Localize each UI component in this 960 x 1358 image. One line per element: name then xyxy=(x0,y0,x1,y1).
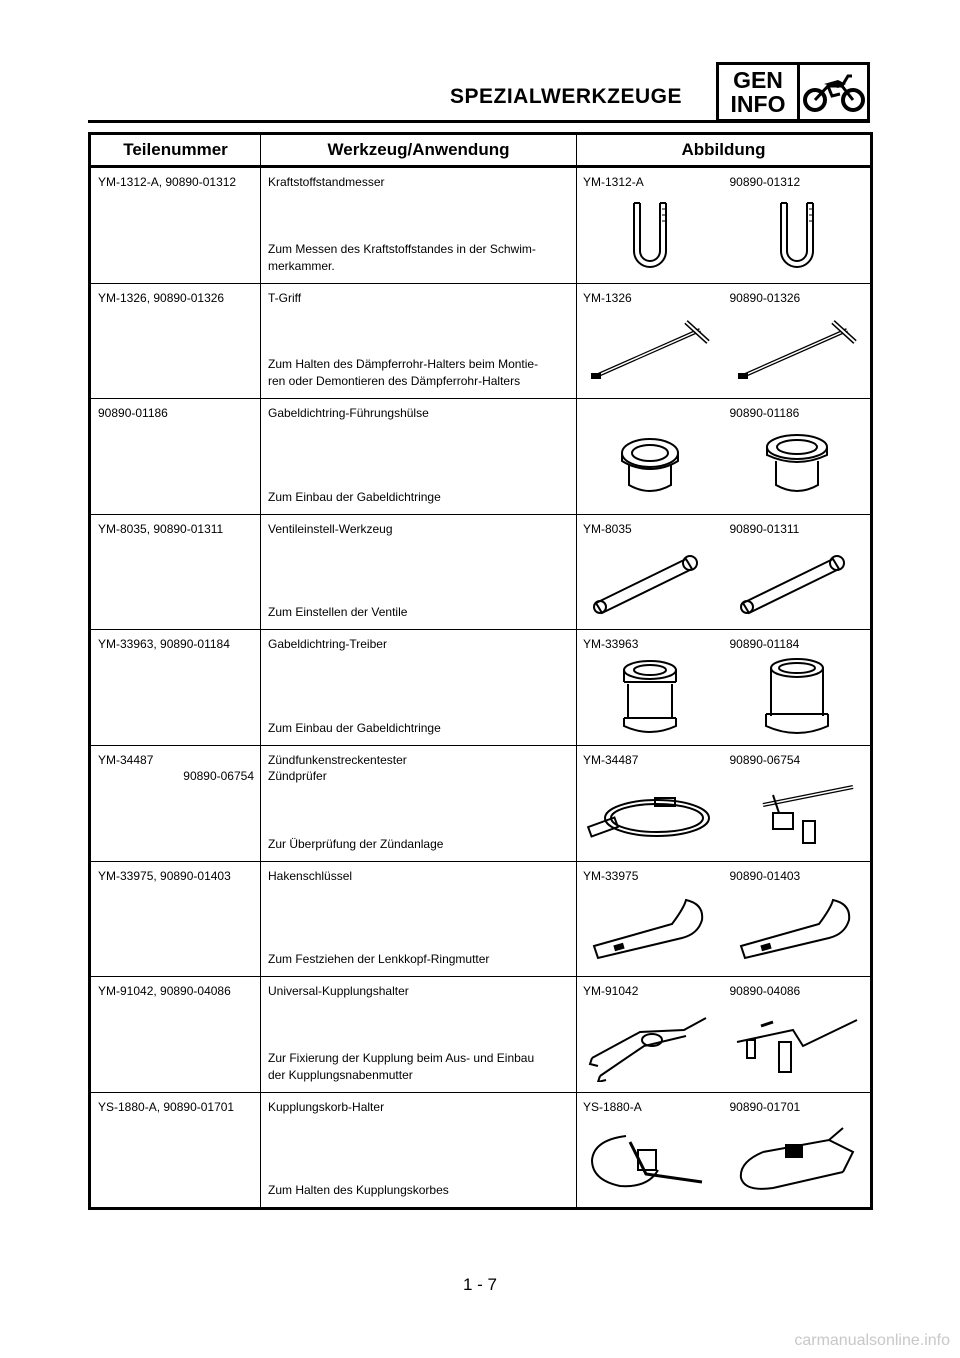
illustration-label: YM-33963 xyxy=(583,637,639,652)
illustration-label: 90890-01326 xyxy=(729,290,801,305)
illustration-cell-right xyxy=(724,167,872,284)
tool-usage-cell xyxy=(261,167,577,284)
illustration-label: 90890-01312 xyxy=(729,175,801,189)
fuel-level-gauge-icon xyxy=(728,192,867,279)
part-number-cell xyxy=(90,861,261,977)
tool-name: Hakenschlüssel xyxy=(268,868,353,883)
gen-info-badge xyxy=(716,62,870,122)
seal-driver-icon xyxy=(728,654,867,741)
tool-usage-cell xyxy=(261,977,577,1093)
part-number: YM-1312-A, 90890-01312 xyxy=(98,175,237,189)
illustration-label: 90890-01184 xyxy=(729,637,800,652)
illustration-label: YM-33975 xyxy=(583,868,639,883)
part-number: YM-33975, 90890-01403 xyxy=(98,868,231,883)
tool-name: Zündfunkenstreckentester xyxy=(268,752,407,767)
part-number-cell xyxy=(90,1092,261,1209)
part-number-cell xyxy=(90,283,261,399)
tool-usage-cell xyxy=(261,1092,577,1209)
illustration-cell-left xyxy=(577,630,724,746)
part-number-cell xyxy=(90,399,261,515)
valve-adjust-tool-icon xyxy=(581,539,720,626)
part-number-cell xyxy=(90,977,261,1093)
special-tools-table xyxy=(88,132,873,1210)
tool-usage: Zum Messen des Kraftstoffstandes in der Schwim- merkammer. xyxy=(268,241,536,273)
fuel-level-gauge-icon xyxy=(581,192,720,279)
table-row xyxy=(90,977,872,1093)
illustration-label: 90890-04086 xyxy=(729,984,801,999)
badge-text xyxy=(719,65,800,119)
illustration-cell-left xyxy=(577,1092,724,1209)
tool-name: Ventileinstell-Werkzeug xyxy=(268,521,393,536)
t-handle-icon xyxy=(581,308,720,395)
illustration-cell-left xyxy=(577,514,724,630)
valve-adjust-tool-icon xyxy=(728,539,867,626)
column-header-part-number: Teilenummer xyxy=(90,134,261,167)
tool-usage-cell xyxy=(261,745,577,861)
illustration-label: 90890-06754 xyxy=(729,752,801,767)
illustration-cell-left xyxy=(577,861,724,977)
tool-usage: Zum Einbau der Gabeldichtringe xyxy=(268,489,441,504)
illustration-cell-left xyxy=(577,399,724,515)
tool-usage: Zum Festziehen der Lenkkopf-Ringmutter xyxy=(268,952,490,967)
tool-usage: Zum Halten des Kupplungskorbes xyxy=(268,1183,449,1198)
spark-tester-icon xyxy=(728,770,867,857)
tool-name: Gabeldichtring-Führungshülse xyxy=(268,406,429,421)
hook-wrench-icon xyxy=(581,886,720,973)
clutch-basket-holder-icon xyxy=(581,1117,720,1204)
illustration-label: 90890-01311 xyxy=(729,521,800,536)
part-number: YM-33963, 90890-01184 xyxy=(98,637,230,652)
tool-usage-cell xyxy=(261,514,577,630)
page-title: SPEZIALWERKZEUGE xyxy=(450,85,683,108)
tool-usage-cell xyxy=(261,399,577,515)
part-number: YS-1880-A, 90890-01701 xyxy=(98,1099,235,1114)
illustration-label xyxy=(577,399,724,405)
part-number: YM-34487 xyxy=(98,752,154,767)
watermark: carmanualsonline.info xyxy=(794,1332,950,1349)
motorcycle-icon xyxy=(800,65,867,119)
illustration-label: YM-1312-A xyxy=(583,175,644,189)
tool-usage: Zum Einstellen der Ventile xyxy=(268,605,408,620)
seal-guide-icon xyxy=(581,423,720,510)
t-handle-icon xyxy=(728,308,867,395)
hook-wrench-icon xyxy=(728,886,867,973)
part-number-cell xyxy=(90,514,261,630)
tool-name: T-Griff xyxy=(268,290,302,305)
table-row xyxy=(90,514,872,630)
table-row xyxy=(90,399,872,515)
spark-tester-icon xyxy=(581,770,720,857)
clutch-basket-holder-icon xyxy=(728,1117,867,1204)
tool-usage-cell xyxy=(261,630,577,746)
illustration-label: YM-8035 xyxy=(583,521,632,536)
column-header-tool-usage: Werkzeug/Anwendung xyxy=(261,134,577,167)
tool-usage: Zur Überprüfung der Zündanlage xyxy=(268,836,444,851)
illustration-cell-left xyxy=(577,283,724,399)
illustration-label: YM-1326 xyxy=(583,290,632,305)
table-row xyxy=(90,1092,872,1209)
clutch-holder-icon xyxy=(728,1001,867,1088)
seal-driver-icon xyxy=(581,654,720,741)
page-number: 1 - 7 xyxy=(462,1275,498,1294)
illustration-label: YM-34487 xyxy=(583,752,639,767)
part-number-secondary: 90890-06754 xyxy=(183,768,254,783)
part-number-cell xyxy=(90,167,261,284)
illustration-cell-right xyxy=(724,514,872,630)
part-number: YM-8035, 90890-01311 xyxy=(98,521,224,536)
table-row xyxy=(90,861,872,977)
illustration-label: YM-91042 xyxy=(583,984,639,999)
tool-usage: Zum Halten des Dämpferrohr-Halters beim Montie- ren oder Demontieren des Dämpferrohr-Halters xyxy=(268,357,539,389)
badge-line1: GEN xyxy=(733,67,783,93)
part-number: YM-1326, 90890-01326 xyxy=(98,290,225,305)
tool-name: Kupplungskorb-Halter xyxy=(268,1099,385,1114)
illustration-cell-left xyxy=(577,977,724,1093)
tool-name: Universal-Kupplungshalter xyxy=(268,984,409,999)
illustration-label: 90890-01701 xyxy=(729,1099,801,1114)
tool-name: Gabeldichtring-Treiber xyxy=(268,637,387,652)
seal-guide-icon xyxy=(728,423,867,510)
part-number: YM-91042, 90890-04086 xyxy=(98,984,231,999)
tool-usage-cell xyxy=(261,283,577,399)
illustration-label: 90890-01186 xyxy=(729,406,800,421)
illustration-label: 90890-01403 xyxy=(729,868,801,883)
illustration-cell-right xyxy=(724,1092,872,1209)
tool-usage: Zum Einbau der Gabeldichtringe xyxy=(268,720,441,735)
illustration-cell-right xyxy=(724,745,872,861)
illustration-cell-right xyxy=(724,861,872,977)
tool-usage: Zur Fixierung der Kupplung beim Aus- und Einbau der Kupplungsnabenmutter xyxy=(268,1050,535,1082)
table-row xyxy=(90,167,872,284)
illustration-cell-right xyxy=(724,630,872,746)
illustration-cell-left xyxy=(577,167,724,284)
illustration-cell-right xyxy=(724,399,872,515)
illustration-cell-right xyxy=(724,283,872,399)
illustration-label: YS-1880-A xyxy=(583,1099,642,1114)
part-number: 90890-01186 xyxy=(98,406,168,421)
illustration-cell-right xyxy=(724,977,872,1093)
column-header-illustration: Abbildung xyxy=(577,134,872,167)
header-rule xyxy=(88,120,870,123)
tool-usage-cell xyxy=(261,861,577,977)
part-number-cell xyxy=(90,745,261,861)
clutch-holder-icon xyxy=(581,1001,720,1088)
table-header-row xyxy=(90,134,872,167)
table-row xyxy=(90,745,872,861)
badge-line2: INFO xyxy=(730,91,786,117)
part-number-cell xyxy=(90,630,261,746)
table-row xyxy=(90,283,872,399)
table-row xyxy=(90,630,872,746)
tool-name-secondary: Zündprüfer xyxy=(268,768,327,783)
tool-name: Kraftstoffstandmesser xyxy=(268,175,385,189)
illustration-cell-left xyxy=(577,745,724,861)
